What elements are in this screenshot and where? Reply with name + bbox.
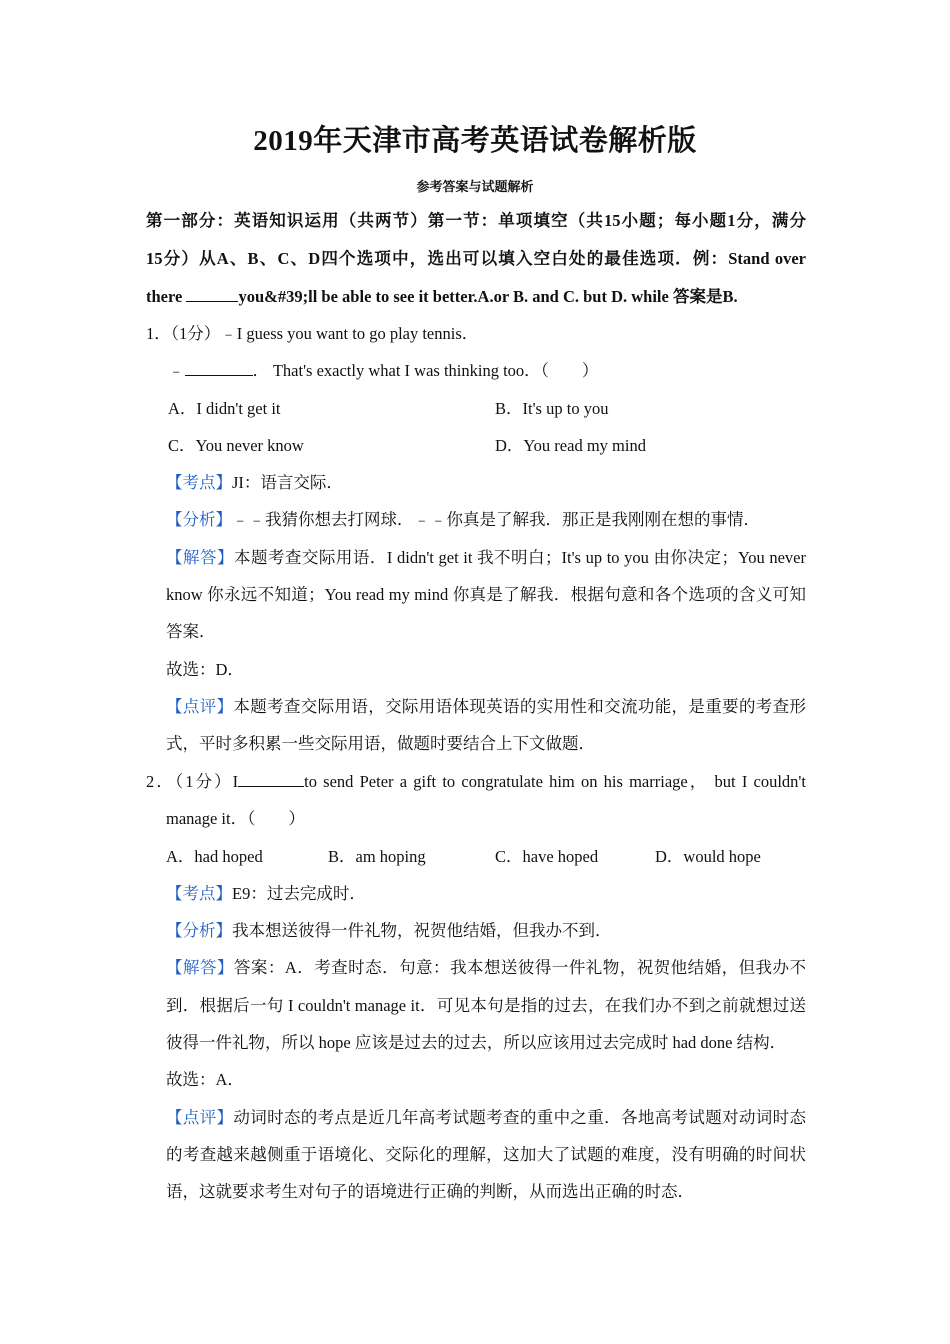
q1-kaodian-text: JI：语言交际． — [232, 473, 343, 492]
q1-dianping-line-1 — [166, 697, 806, 717]
q1-dianping-text-1: 本题考查交际用语，交际用语体现英语的实用性和交流功能，是重要的考查形 — [233, 697, 807, 716]
blank-line — [185, 361, 253, 376]
q2-dianping-line-2: 的考查越来越侧重于语境化、交际化的理解，这加大了试题的难度，没有明确的时间状 — [166, 1145, 806, 1164]
intro-line-3 — [146, 287, 738, 307]
q2-fenxi — [166, 921, 612, 941]
kaodian-tag: 【考点】 — [166, 473, 232, 492]
q1-stem-line-2-rest: ． That's exactly what I was thinking too．（ ） — [252, 361, 599, 380]
q2-jieda-line-3: 彼得一件礼物，所以 hope 应该是过去的过去，所以应该用过去完成时 had done 结构． — [166, 1033, 787, 1052]
q2-kaodian — [166, 884, 366, 904]
q2-option-c: C．have hoped — [495, 847, 599, 866]
q2-kaodian-text: E9：过去完成时． — [232, 884, 366, 903]
q1-fenxi — [166, 510, 760, 530]
dianping-tag: 【点评】 — [166, 697, 234, 716]
q1-jieda-line-1 — [166, 548, 806, 568]
q1-stem-line-1: 1．（1分）﹣I guess you want to go play tennis． — [146, 324, 479, 343]
q1-dash: ﹣ — [168, 361, 185, 380]
q2-stem-line-1 — [146, 772, 806, 792]
page-title: 2019年天津市高考英语试卷解析版 — [253, 125, 697, 157]
q2-dianping-text-1: 动词时态的考点是近几年高考试题考查的重中之重．各地高考试题对动词时态 — [233, 1108, 807, 1127]
fenxi-tag: 【分析】 — [166, 510, 232, 529]
q1-jieda-line-2: know 你永远不知道；You read my mind 你真是了解我．根据句意和各个选项的含义可知 — [166, 585, 806, 604]
q2-answer: 故选：A． — [166, 1070, 244, 1089]
intro-line-3-start: there — [146, 287, 187, 306]
q1-stem-line-2 — [168, 361, 598, 381]
q2-stem-rest: to send Peter a gift to congratulate him on his marriage， but I couldn't — [304, 772, 806, 791]
q1-dianping-line-2: 式，平时多积累一些交际用语，做题时要结合上下文做题． — [166, 734, 595, 753]
blank-line — [238, 772, 304, 787]
q1-fenxi-text: ﹣﹣我猜你想去打网球．﹣﹣你真是了解我．那正是我刚刚在想的事情． — [232, 510, 760, 529]
jieda-tag: 【解答】 — [166, 958, 234, 977]
kaodian-tag: 【考点】 — [166, 884, 232, 903]
dianping-tag: 【点评】 — [166, 1108, 234, 1127]
q2-option-d: D．would hope — [655, 847, 761, 866]
intro-line-1: 第一部分：英语知识运用（共两节）第一节：单项填空（共15小题；每小题1分，满分 — [146, 211, 806, 230]
q2-dianping-line-3: 语，这就要求考生对句子的语境进行正确的判断，从而选出正确的时态． — [166, 1182, 694, 1201]
q1-jieda-text-1: 本题考查交际用语．I didn't get it 我不明白；It's up to you 由你决定；You never — [233, 548, 806, 567]
intro-line-3-end: you&#39;ll be able to see it better.A.or B. and C. but D. while 答案是B. — [238, 287, 738, 306]
q2-option-a: A．had hoped — [166, 847, 263, 866]
intro-line-2: 15分）从A、B、C、D四个选项中，选出可以填入空白处的最佳选项．例：Stand over — [146, 249, 806, 268]
blank-line — [186, 287, 238, 302]
q2-option-b: B．am hoping — [328, 847, 426, 866]
q2-stem-line-2: manage it．（ ） — [166, 809, 305, 828]
q2-stem-start: 2．（1分）I — [146, 772, 239, 791]
q2-jieda-text-1: 答案：A．考查时态．句意：我本想送彼得一件礼物，祝贺他结婚，但我办不 — [233, 958, 806, 977]
q1-option-a: A．I didn't get it — [168, 399, 281, 418]
q1-kaodian — [166, 473, 343, 493]
q1-option-c: C．You never know — [168, 436, 304, 455]
page-subtitle: 参考答案与试题解析 — [416, 179, 534, 194]
jieda-tag: 【解答】 — [166, 548, 234, 567]
q1-option-b: B．It's up to you — [495, 399, 609, 418]
q1-option-d: D．You read my mind — [495, 436, 646, 455]
q2-jieda-line-1 — [166, 958, 806, 978]
fenxi-tag: 【分析】 — [166, 921, 232, 940]
q2-dianping-line-1 — [166, 1108, 806, 1128]
q2-fenxi-text: 我本想送彼得一件礼物，祝贺他结婚，但我办不到． — [232, 921, 612, 940]
q1-jieda-line-3: 答案． — [166, 622, 216, 641]
q2-jieda-line-2: 到．根据后一句 I couldn't manage it．可见本句是指的过去，在我们办不到之前就想过送 — [166, 996, 806, 1015]
q1-answer: 故选：D． — [166, 660, 244, 679]
